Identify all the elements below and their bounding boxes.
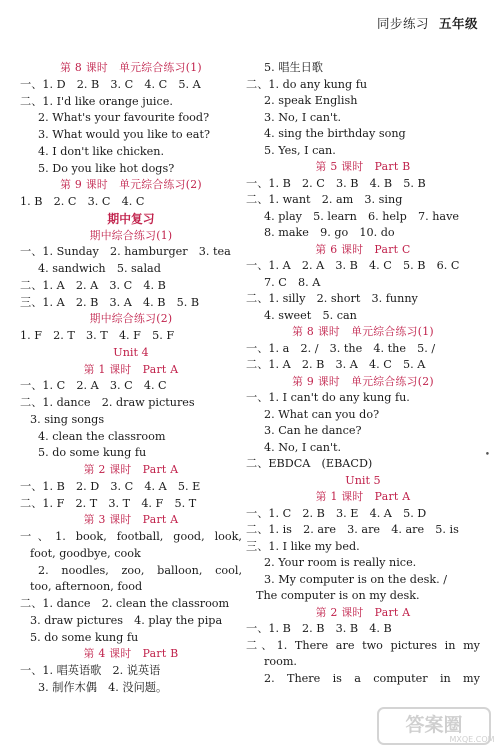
answer-line: 4. play 5. learn 6. help 7. have [264, 209, 460, 223]
answer-line: 二、1. want 2. am 3. sing [246, 193, 403, 206]
answer-line: 一、1. B 2. D 3. C 4. A 5. E [20, 479, 201, 493]
section-title: 第 2 课时 Part A [83, 463, 179, 476]
answer-line: room. [264, 655, 297, 668]
page-header [377, 14, 478, 32]
answer-line: 一、1. D 2. B 3. C 4. C 5. A [20, 77, 201, 91]
answer-line: The computer is on my desk. [256, 589, 420, 602]
answer-line: 三、1. I like my bed. [246, 539, 360, 553]
right-column [246, 60, 480, 687]
section-title: 期中综合练习(1) [89, 228, 173, 242]
answer-line: 1. F 2. T 3. T 4. F 5. F [20, 329, 175, 342]
answer-line: 二、1. I'd like orange juice. [20, 94, 173, 108]
section-title: 第 2 课时 Part A [315, 605, 411, 619]
section-title: 第 5 课时 Part B [315, 160, 411, 173]
chapter-heading: 期中复习 [107, 211, 155, 226]
answer-line: 4. sandwich 5. salad [38, 262, 161, 275]
answer-line: too, afternoon, food [30, 580, 143, 594]
answer-line: 5. do some kung fu [38, 446, 147, 460]
answer-line: 二、1. A 2. A 3. C 4. B [20, 278, 166, 292]
answer-line: 一、1. B 2. C 3. B 4. B 5. B [246, 176, 426, 190]
watermark-logo-icon [376, 704, 494, 748]
answer-line: 1. B 2. C 3. C 4. C [20, 195, 145, 208]
answer-line: 一、1. 唱英语歌 2. 说英语 [20, 664, 161, 677]
section-title: 第 9 课时 单元综合练习(2) [60, 178, 202, 192]
section-title: 第 9 课时 单元综合练习(2) [292, 374, 434, 388]
answer-line: 5. Yes, I can. [264, 143, 336, 157]
answer-line: 二、1. silly 2. short 3. funny [246, 292, 418, 305]
section-title: 第 8 课时 单元综合练习(1) [292, 325, 434, 338]
answer-line: 一、1. Sunday 2. hamburger 3. tea [20, 245, 231, 259]
answer-line: 3. Can he dance? [264, 424, 362, 437]
section-title: 期中综合练习(2) [89, 312, 173, 326]
answer-line: 4. I don't like chicken. [38, 144, 165, 158]
answer-line: 3. 制作木偶 4. 没问题。 [38, 680, 168, 694]
answer-line: 3. sing songs [30, 412, 105, 426]
answer-line: 3. My computer is on the desk. / [264, 572, 447, 586]
section-title: 第 6 课时 Part C [315, 242, 411, 256]
section-title: 第 8 课时 单元综合练习(1) [60, 61, 202, 74]
answer-line: 2. What's your favourite food? [38, 111, 210, 125]
answer-line: 2. There is a computer in my [264, 671, 480, 685]
header-grade: 五年级 [438, 16, 478, 31]
section-title: 第 4 课时 Part B [83, 647, 179, 661]
answer-line: 一、1. I can't do any kung fu. [246, 391, 410, 404]
answer-line: 2. noodles, zoo, balloon, cool, [38, 563, 242, 577]
answer-line: 4. sing the birthday song [264, 127, 406, 140]
answer-line: 二、1. do any kung fu [246, 77, 368, 91]
answer-line: 7. C 8. A [264, 275, 321, 289]
svg-text:答案圈: 答案圈 [405, 714, 463, 736]
section-title: 第 1 课时 Part A [83, 362, 179, 376]
answer-line: 4. No, I can't. [264, 440, 342, 454]
answer-line: 一、1. B 2. B 3. B 4. B [246, 622, 392, 635]
answer-line: 二、1. dance 2. clean the classroom [20, 597, 230, 610]
answer-line: 二、1. A 2. B 3. A 4. C 5. A [246, 358, 426, 371]
answer-line: 2. What can you do? [264, 407, 380, 421]
answer-line: 一、1. C 2. A 3. C 4. C [20, 379, 167, 393]
unit-heading: Unit 5 [345, 473, 381, 487]
answer-line: 2. Your room is really nice. [264, 556, 417, 569]
answer-line: 4. sweet 5. can [264, 308, 357, 322]
svg-text:MXQE.COM: MXQE.COM [449, 735, 494, 744]
answer-line: 8. make 9. go 10. do [264, 226, 395, 239]
section-title: 第 1 课时 Part A [315, 490, 411, 503]
section-title: 第 3 课时 Part A [83, 513, 179, 527]
stray-mark: • [484, 450, 490, 460]
answer-line: 3. What would you like to eat? [38, 128, 210, 141]
answer-line: 5. 唱生日歌 [264, 61, 323, 74]
answer-line: foot, goodbye, cook [30, 546, 141, 560]
answer-line: 3. draw pictures 4. play the pipa [30, 613, 223, 627]
answer-line: 一、1. C 2. B 3. E 4. A 5. D [246, 506, 427, 520]
answer-line: 二、1. F 2. T 3. T 4. F 5. T [20, 496, 197, 510]
left-column [20, 60, 242, 697]
answer-line: 一、1. A 2. A 3. B 4. C 5. B 6. C [246, 259, 460, 272]
watermark-logo [376, 704, 494, 748]
answer-line: 二、1. dance 2. draw pictures [20, 396, 195, 409]
answer-line: 3. No, I can't. [264, 110, 342, 124]
unit-heading: Unit 4 [113, 345, 149, 359]
answer-line: 二、1. There are two pictures in my [246, 638, 480, 652]
answer-line: 2. speak English [264, 94, 358, 107]
answer-line: 三、1. A 2. B 3. A 4. B 5. B [20, 295, 200, 309]
header-title: 同步练习 [376, 16, 429, 31]
answer-line: 4. clean the classroom [38, 429, 166, 443]
answer-line: 5. Do you like hot dogs? [38, 161, 175, 175]
answer-line: 二、EBDCA (EBACD) [246, 457, 373, 470]
answer-line: 一、1. book, football, good, look, [20, 530, 242, 543]
answer-line: 二、1. is 2. are 3. are 4. are 5. is [246, 523, 459, 536]
answer-line: 5. do some kung fu [30, 630, 139, 644]
answer-line: 一、1. a 2. / 3. the 4. the 5. / [246, 341, 436, 355]
